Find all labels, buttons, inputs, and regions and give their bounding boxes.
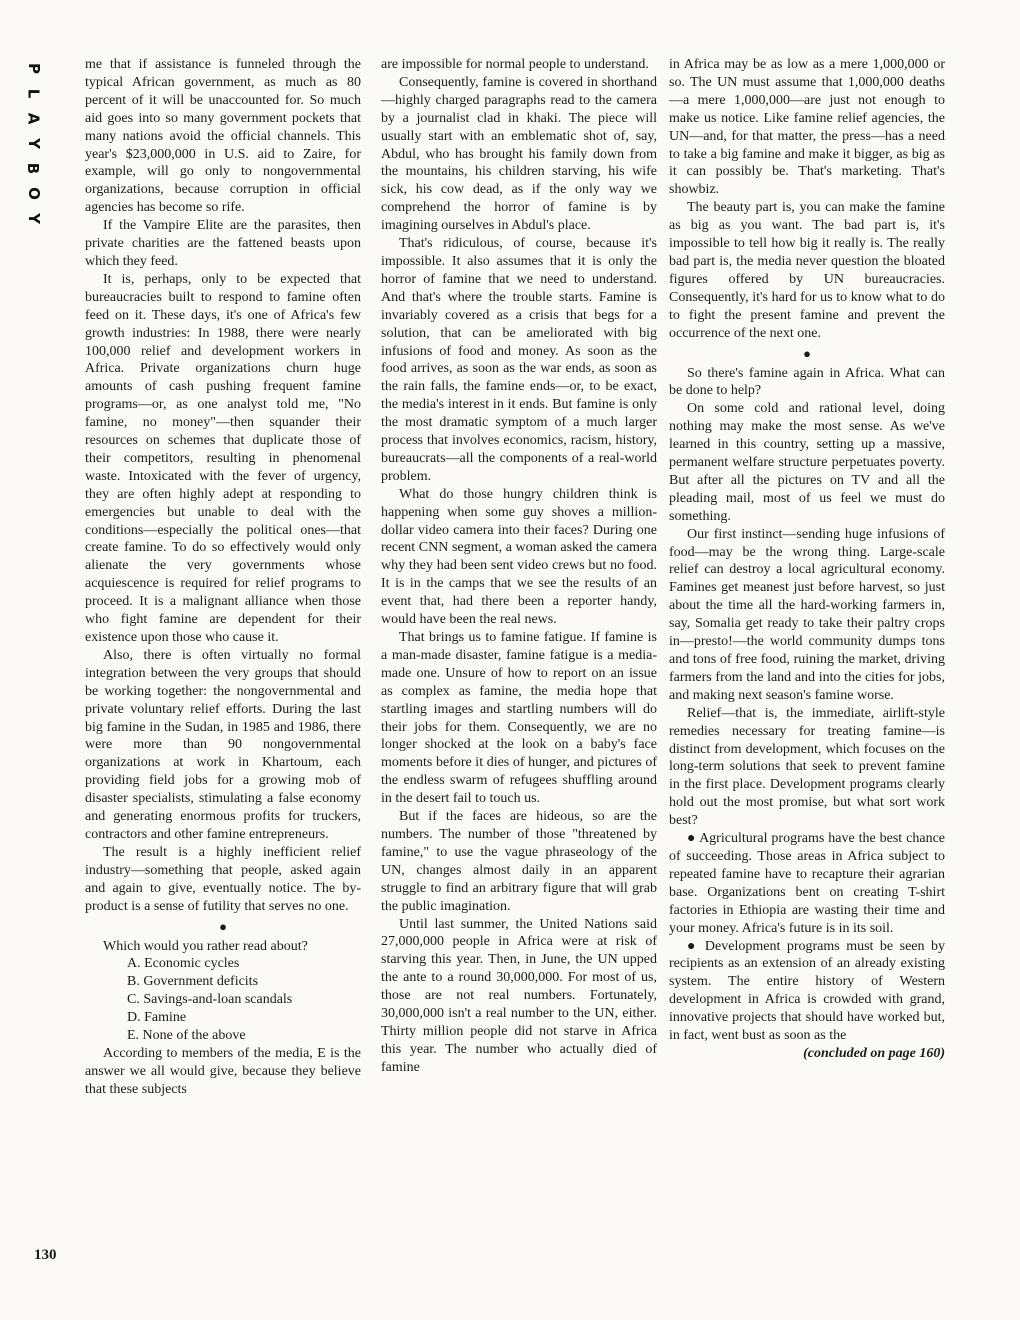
paragraph: Consequently, famine is covered in shorthand—highly charged paragraphs read to the camera by a journalist clad in khaki. The piece will usually start with an emblematic shot of, say, Abdul, who has brought his family down from the mountains, his children starving, his wife sick, his cow dead, as if the only way we comprehend the horror of famine is by imagining ourselves in Abdul's place. xyxy=(381,74,657,234)
paragraph: If the Vampire Elite are the parasites, then private charities are the fattened beasts upon which they feed. xyxy=(85,218,361,269)
paragraph: in Africa may be as low as a mere 1,000,000 or so. The UN must assume that 1,000,000 deaths—a mere 1,000,000—are just not enough to make us notice. Like famine relief agencies, the UN—and, for that matter, the press—has a need to take a big famine and make it bigger, as big as it can possibly be. That's marketing. That's showbiz. xyxy=(669,57,945,198)
paragraph: are impossible for normal people to understand. xyxy=(381,57,649,72)
paragraph: Our first instinct—sending huge infusions of food—may be the wrong thing. Large-scale relief can destroy a local agricultural economy. Famines get meanest just before harvest, so just about the time all the hard-working farmers in, say, Somalia get ready to take their paltry crops in—presto!—the world community dumps tons and tons of free food, ruining the market, driving farmers from the land and into the cities for jobs, and making next season's famine worse. xyxy=(669,526,945,703)
logo-letter: Y xyxy=(24,213,43,224)
answer-option: D. Famine xyxy=(127,1010,187,1026)
answer-option: C. Savings-and-loan scandals xyxy=(127,992,293,1008)
paragraph: Relief—that is, the immediate, airlift-style remedies necessary for treating famine—is distinct from development, which focuses on the long-term solutions that seek to prevent famine in the first place. Development programs clearly hold out the most promise, but what sort work best? xyxy=(669,705,945,829)
logo-letter: Y xyxy=(24,138,43,149)
paragraph: That brings us to famine fatigue. If famine is a man-made disaster, famine fatigue is a media-made one. Unsure of how to report on an issue as complex as famine, the media hope that startling images and startling numbers will do their jobs for them. Consequently, we are no longer shocked at the look on a baby's face moments before it dies of hunger, and pictures of the endless swarm of refugees shuffling around in the desert fail to touch us. xyxy=(381,630,657,807)
answer-option: E. None of the above xyxy=(127,1028,246,1044)
article-column-2 xyxy=(381,56,657,1077)
article-column-1 xyxy=(85,56,361,1099)
answer-option: A. Economic cycles xyxy=(127,956,240,972)
answer-option: B. Government deficits xyxy=(127,974,259,990)
logo-letter: B xyxy=(24,162,43,175)
bullet-paragraph: ● Development programs must be seen by recipients as an extension of an already existing system. The entire history of Western development in Africa is crowded with grand, innovative projects that should have worked but, in fact, went bust as soon as the xyxy=(669,938,945,1044)
paragraph: What do those hungry children think is happening when some guy shoves a million-dollar video camera into their faces? During one recent CNN segment, a woman asked the camera why they had been sent video crews but no food. It is in the camps that we see the results of an event that, had there been a reporter handy, would have been the real news. xyxy=(381,486,657,628)
paragraph: But if the faces are hideous, so are the numbers. The number of those "threatened by famine," to use the vague phraseology of the UN, changes almost daily in an apparent struggle to find an arbitrary figure that will grab the public imagination. xyxy=(381,809,657,914)
magazine-logo-vertical xyxy=(22,56,44,231)
paragraph: It is, perhaps, only to be expected that bureaucracies built to respond to famine often feed on it. These days, it's one of Africa's few growth industries: In 1988, there were nearly 100,000 relief and development workers in Africa. Private organizations churn huge amounts of cash pushing frequent famine programs—or, as one analyst told me, "No famine, no money"—then squander their resources on schemes that duplicate those of their competitors, resulting in phenomenal waste. Intoxicated with the fever of urgency, they are often highly adept at responding to emergencies but unable to deal with the conditions—especially the political ones—that create famine. To do so effectively would only alienate the very governments whose acquiescence is required for relief programs to proceed. It is a malignant alliance when those who fight famine are dependent for their existence upon those who cause it. xyxy=(85,271,361,645)
logo-letter: P xyxy=(24,63,43,74)
logo-letter: O xyxy=(24,187,43,200)
bullet-paragraph: ● Agricultural programs have the best chance of succeeding. Those areas in Africa subject to repeated famine have to recapture their agrarian base. Organizations bent on creating T-shirt factories in Ethiopia are wasting their time and your money. Africa's future is in its soil. xyxy=(669,831,945,936)
question-line: Which would you rather read about? xyxy=(103,938,308,954)
section-divider-bullet: ● xyxy=(803,345,811,361)
article-column-3 xyxy=(669,56,945,1063)
logo-letter: A xyxy=(24,112,43,125)
continued-notice: (concluded on page 160) xyxy=(803,1045,945,1061)
paragraph: On some cold and rational level, doing nothing may make the most sense. As we've learned in this country, setting up a massive, permanent welfare structure perpetuates poverty. But after all the pictures on TV and all the pleading mail, most of us feel we must do something. xyxy=(669,401,945,524)
page-number: 130 xyxy=(34,1247,57,1263)
paragraph: Until last summer, the United Nations said 27,000,000 people in Africa were at risk of starving this year. Then, in June, the UN upped the ante to a round 30,000,000. For most of us, those are not real numbers. Fortunately, 30,000,000 isn't a real number to the UN, either. Thirty million people did not starve in Africa this year. The number who actually died of famine xyxy=(381,916,657,1075)
section-divider-bullet: ● xyxy=(219,918,227,934)
paragraph: The beauty part is, you can make the famine as big as you want. The bad part is, it's impossible to tell how big it really is. The really bad part is, the media never question the bloated figures offered by UN bureaucracies. Consequently, it's hard for us to know what to do to fight the present famine and prevent the occurrence of the next one. xyxy=(669,200,945,341)
paragraph: That's ridiculous, of course, because it's impossible. It also assumes that it is only the horror of famine that we need to understand. And that's where the trouble starts. Famine is invariably covered as a crisis that begs for a solution, that can be ameliorated with big infusions of food and money. As soon as the food arrives, as soon as the war ends, as soon as the rain falls, the famine ends—or, to be exact, the media's interest in it ends. But famine is only the most dramatic symptom of a much larger process that involves economics, racism, history, bureaucrats—all the components of a real-world problem. xyxy=(381,236,657,484)
logo-letter: L xyxy=(24,88,43,99)
paragraph: The result is a highly inefficient relief industry—something that people, asked again and again to give, eventually notice. The by-product is a sense of futility that serves no one. xyxy=(85,844,361,914)
paragraph: According to members of the media, E is the answer we all would give, because they believe that these subjects xyxy=(85,1045,361,1097)
paragraph: me that if assistance is funneled through the typical African government, as much as 80 percent of it will be unaccounted for. So much aid goes into so many government pockets that many nations avoid the official channels. This year's $23,000,000 in U.S. aid to Zaire, for example, will go only to nongovernmental organizations, because corruption in official agencies has become so rife. xyxy=(85,57,361,216)
paragraph: Also, there is often virtually no formal integration between the very groups that should be working together: the nongovernmental and private voluntary relief efforts. During the last big famine in the Sudan, in 1985 and 1986, there were more than 90 nongovernmental organizations at work in Khartoum, each providing field jobs for a growing mob of disaster specialists, stimulating a false economy and generating enormous profits for truckers, contractors and other famine entrepreneurs. xyxy=(85,647,361,842)
paragraph: So there's famine again in Africa. What can be done to help? xyxy=(669,365,945,399)
